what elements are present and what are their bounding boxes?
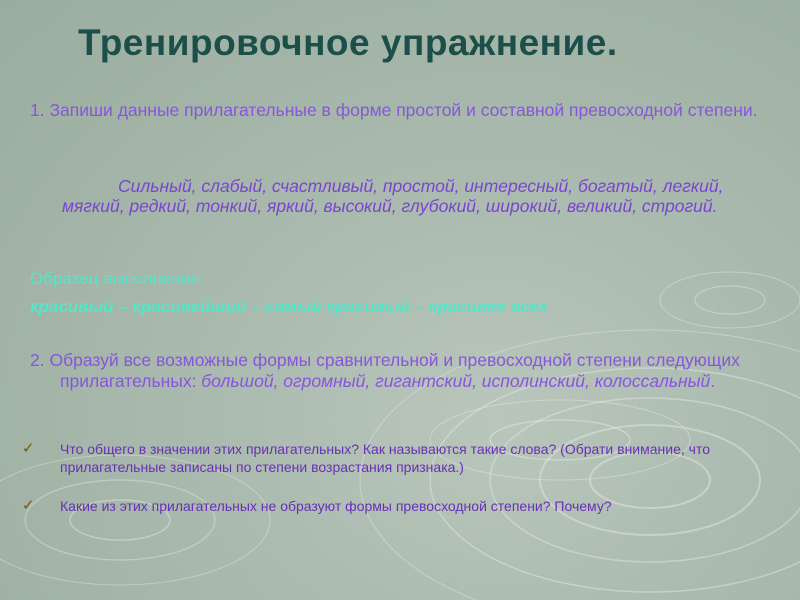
task-1-words: Сильный, слабый, счастливый, простой, интересный, богатый, легкий, мягкий, редкий, тонкий, яркий, высокий, глубокий, широкий, великий, строгий.: [62, 176, 724, 216]
checkmark-icon: ✓: [22, 497, 35, 514]
task-2-end: .: [710, 371, 716, 391]
task-1-word-list: [62, 176, 752, 216]
checkmark-icon: ✓: [22, 440, 35, 457]
task-1-text: 1. Запиши данные прилагательные в форме простой и составной превосходной степени.: [30, 100, 758, 120]
task-2-words: большой, огромный, гигантский, исполинский, колоссальный: [201, 371, 711, 391]
sample-example: красивый – красивейший – самый красивый – красивее всех: [30, 297, 549, 316]
bullet-text-1: Что общего в значении этих прилагательных? Как называются такие слова? (Обрати внимание, что прилагательные записаны по степени возрастания признака.): [60, 441, 710, 475]
task-2-intro: 2. Образуй все возможные формы сравнительной и превосходной степени следующих прилагательных:: [30, 350, 740, 391]
bullet-text-2: Какие из этих прилагательных не образуют формы превосходной степени? Почему?: [60, 498, 612, 514]
sample-label: Образец выполнения:: [30, 269, 205, 288]
slide-title: Тренировочное упражнение.: [78, 22, 618, 63]
task-2-text: [30, 350, 790, 392]
